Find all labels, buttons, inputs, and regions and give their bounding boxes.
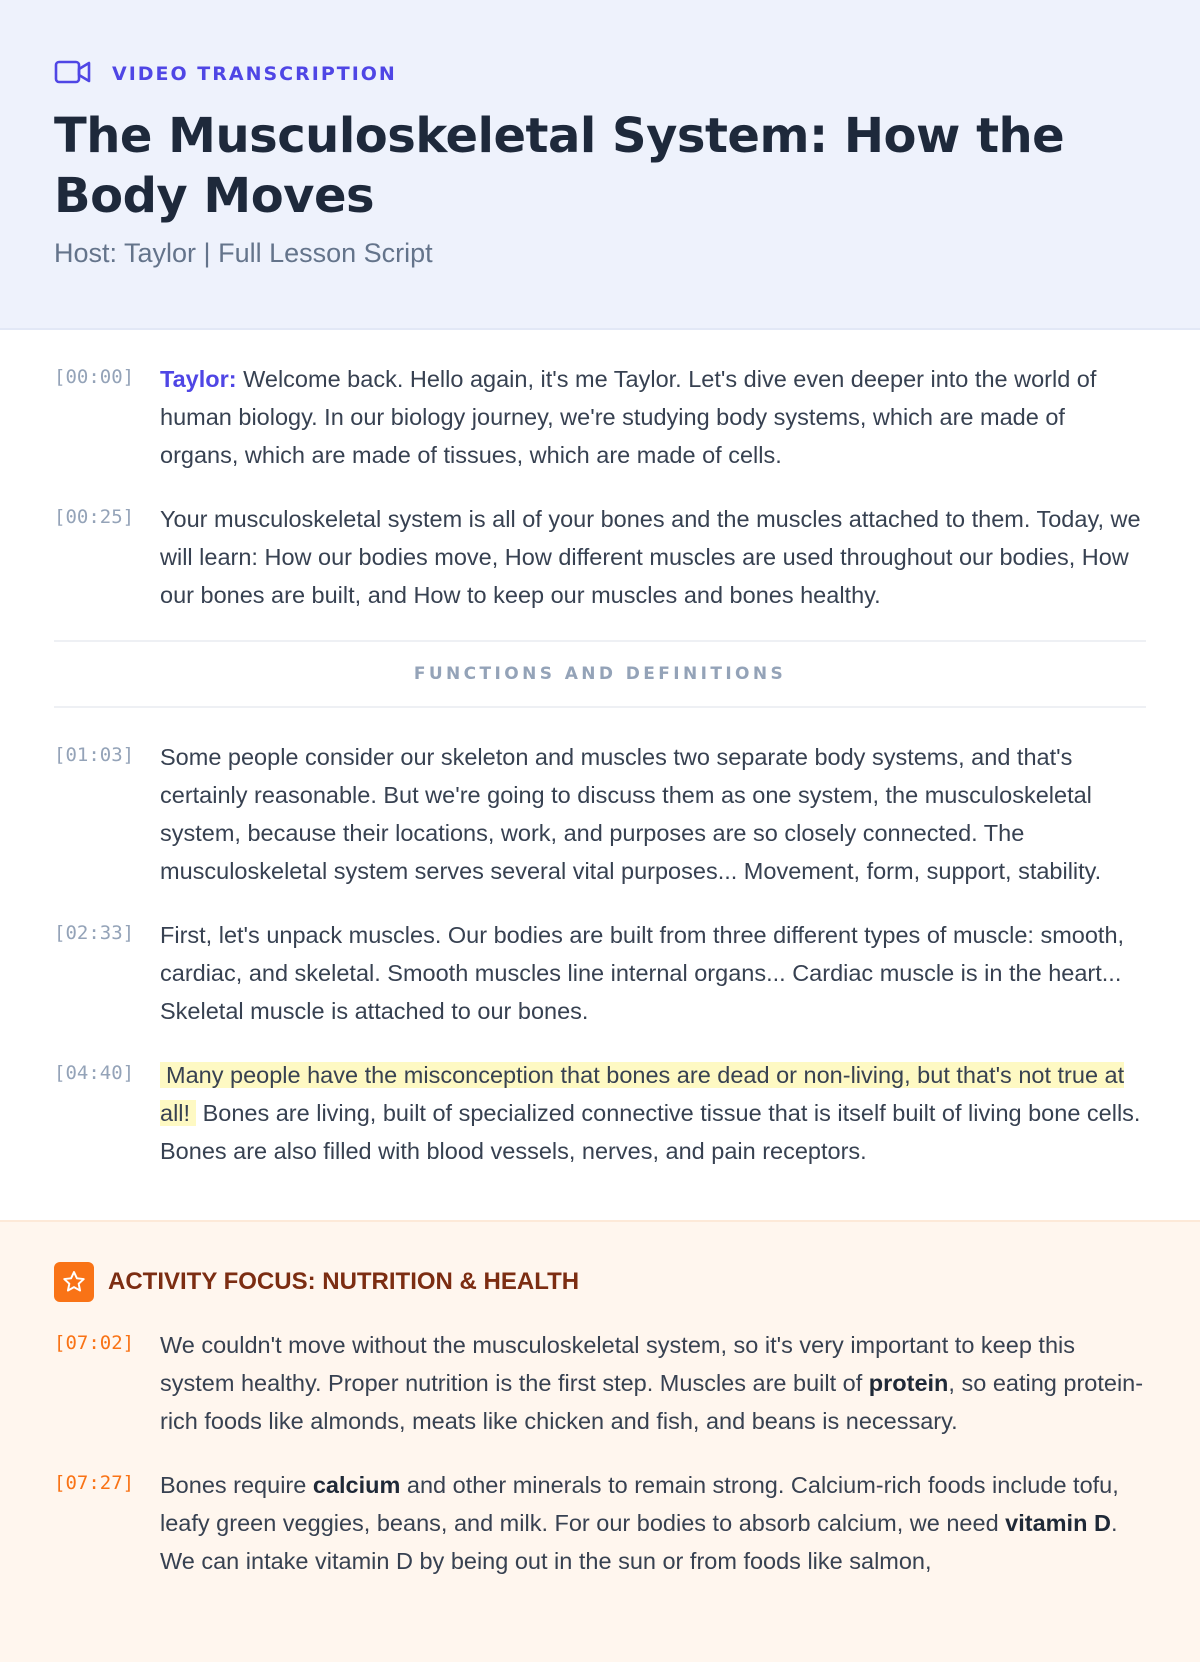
entry-body: , so eating protein-rich foods like almonds, meats like chicken and fish, and beans is necessary. (160, 1370, 1144, 1434)
eyebrow-label: VIDEO TRANSCRIPTION (112, 63, 397, 85)
highlighted-text: Many people have the misconception that bones are dead or non-living, but that's not true at all! (160, 1062, 1125, 1126)
keyword: protein (868, 1370, 949, 1396)
entry-body: We couldn't move without the musculoskeletal system, so it's very important to keep this system healthy. Proper nutrition is the first step. Muscles are built of (160, 1332, 1075, 1396)
star-icon (54, 1262, 94, 1302)
section-divider-label: FUNCTIONS AND DEFINITIONS (413, 664, 787, 684)
transcript-entry (54, 500, 1146, 614)
entry-body: . We can intake vitamin D by being out in the sun or from foods like salmon, (160, 1510, 1118, 1574)
entry-body: Bones require (160, 1472, 313, 1498)
page-subtitle: Host: Taylor | Full Lesson Script (54, 238, 433, 268)
activity-header (54, 1262, 1146, 1302)
page-title: The Musculoskeletal System: How the Body Moves (54, 108, 1065, 224)
entry-body: First, let's unpack muscles. Our bodies are built from three different types of muscle: smooth, cardiac, and skeletal. Smooth muscles line internal organs... Cardiac muscle is in the heart... Skeletal muscle is attached to our bones. (160, 922, 1125, 1024)
keyword: vitamin D (1005, 1510, 1111, 1536)
transcript-entry (54, 360, 1146, 474)
timestamp[interactable]: [02:33] (54, 922, 135, 944)
timestamp[interactable]: [07:27] (54, 1472, 135, 1494)
entry-text (160, 1466, 1146, 1580)
activity-focus-panel (0, 1220, 1200, 1662)
eyebrow (54, 58, 1146, 90)
page-header (0, 0, 1200, 330)
activity-title: ACTIVITY FOCUS: NUTRITION & HEALTH (108, 1268, 580, 1295)
entry-body: Some people consider our skeleton and muscles two separate body systems, and that's certainly reasonable. But we're going to discuss them as one system, the musculoskeletal system, because their locations, work, and purposes are so closely connected. The musculoskeletal system serves several vital purposes... Movement, form, support, stability. (160, 744, 1102, 884)
timestamp[interactable]: [07:02] (54, 1332, 135, 1354)
entry-body: Bones are living, built of specialized connective tissue that is itself built of living bone cells. Bones are also filled with blood vessels, nerves, and pain receptors. (160, 1100, 1141, 1164)
timestamp[interactable]: [01:03] (54, 744, 135, 766)
keyword: calcium (312, 1472, 401, 1498)
entry-body: and other minerals to remain strong. Calcium-rich foods include tofu, leafy green veggies, beans, and milk. For our bodies to absorb calcium, we need (160, 1472, 1119, 1536)
timestamp[interactable]: [00:25] (54, 506, 135, 528)
section-divider (54, 640, 1146, 708)
transcript (0, 330, 1200, 1220)
entry-text (160, 1326, 1146, 1440)
timestamp[interactable]: [00:00] (54, 366, 135, 388)
entry-text (160, 360, 1146, 474)
timestamp[interactable]: [04:40] (54, 1062, 135, 1084)
transcript-entry (54, 1056, 1146, 1170)
entry-body: Welcome back. Hello again, it's me Taylor. Let's dive even deeper into the world of human biology. In our biology journey, we're studying body systems, which are made of organs, which are made of tissues, which are made of cells. (160, 366, 1097, 468)
transcript-entry (54, 916, 1146, 1030)
transcript-entry (54, 1466, 1146, 1580)
transcript-entry (54, 738, 1146, 890)
speaker-name: Taylor: (160, 366, 237, 392)
transcript-entry (54, 1326, 1146, 1440)
entry-body: Your musculoskeletal system is all of your bones and the muscles attached to them. Today, we will learn: How our bodies move, How different muscles are used throughout our bodies, How our bones are built, and How to keep our muscles and bones healthy. (160, 506, 1141, 608)
video-camera-icon (54, 59, 92, 90)
entry-text (160, 1056, 1146, 1170)
